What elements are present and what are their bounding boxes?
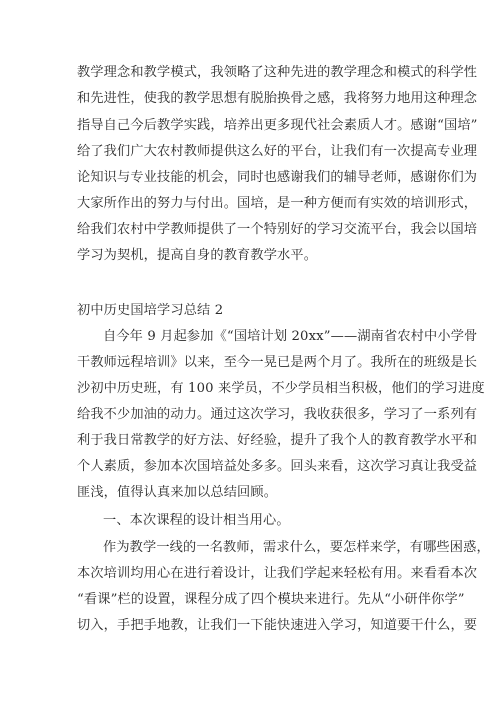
body-text-line: 和先进性，使我的教学思想有脱胎换骨之感，我将努力地用这种理念: [77, 91, 478, 106]
body-text-line: 指导自己今后教学实践，培养出更多现代社会素质人才。感谢“国培”: [77, 118, 478, 133]
body-text-line: 本次培训均用心在进行着设计，让我们学起来轻松有用。来看看本次: [77, 566, 478, 581]
body-text-line: 论知识与专业技能的机会，同时也感谢我们的辅导老师，感谢你们为: [77, 170, 478, 185]
body-text-line: 学习为契机，提高自身的教育教学水平。: [77, 248, 318, 263]
body-text-line: 教学理念和教学模式，我领略了这种先进的教学理念和模式的科学性: [77, 65, 478, 80]
body-text-line: 大家所作出的努力与付出。国培，是一种方便而有实效的培训形式，: [77, 196, 478, 211]
section-title: 初中历史国培学习总结 2: [77, 303, 224, 318]
body-text-line: 匪浅，值得认真来加以总结回顾。: [77, 485, 278, 500]
subsection-heading: 一、本次课程的设计相当用心。: [103, 513, 290, 528]
body-text-line: 沙初中历史班，有 100 来学员，不少学员相当积极，他们的学习进度: [77, 381, 485, 396]
body-text-line: 给我不少加油的动力。通过这次学习，我收获很多，学习了一系列有: [77, 407, 478, 422]
body-text-line: 切入，手把手地教，让我们一下能快速进入学习，知道要干什么，要: [77, 618, 478, 633]
body-text-line: “看课”栏的设置，课程分成了四个模块来进行。先从“小研伴你学”: [77, 592, 465, 607]
body-text-line: 自今年 9 月起参加《“国培计划 20xx”——湖南省农村中小学骨: [103, 329, 478, 344]
body-text-line: 利于我日常教学的好方法、好经验，提升了我个人的教育教学水平和: [77, 433, 478, 448]
body-text-line: 给我们农村中学教师提供了一个特别好的学习交流平台，我会以国培: [77, 222, 478, 237]
body-text-line: 干教师远程培训》以来，至今一晃已是两个月了。我所在的班级是长: [77, 355, 478, 370]
body-text-line: 作为教学一线的一名教师，需求什么，要怎样来学，有哪些困惑，: [103, 540, 490, 555]
body-text-line: 给了我们广大农村教师提供这么好的平台，让我们有一次提高专业理: [77, 144, 478, 159]
body-text-line: 个人素质，参加本次国培益处多多。回头来看，这次学习真让我受益: [77, 459, 478, 474]
